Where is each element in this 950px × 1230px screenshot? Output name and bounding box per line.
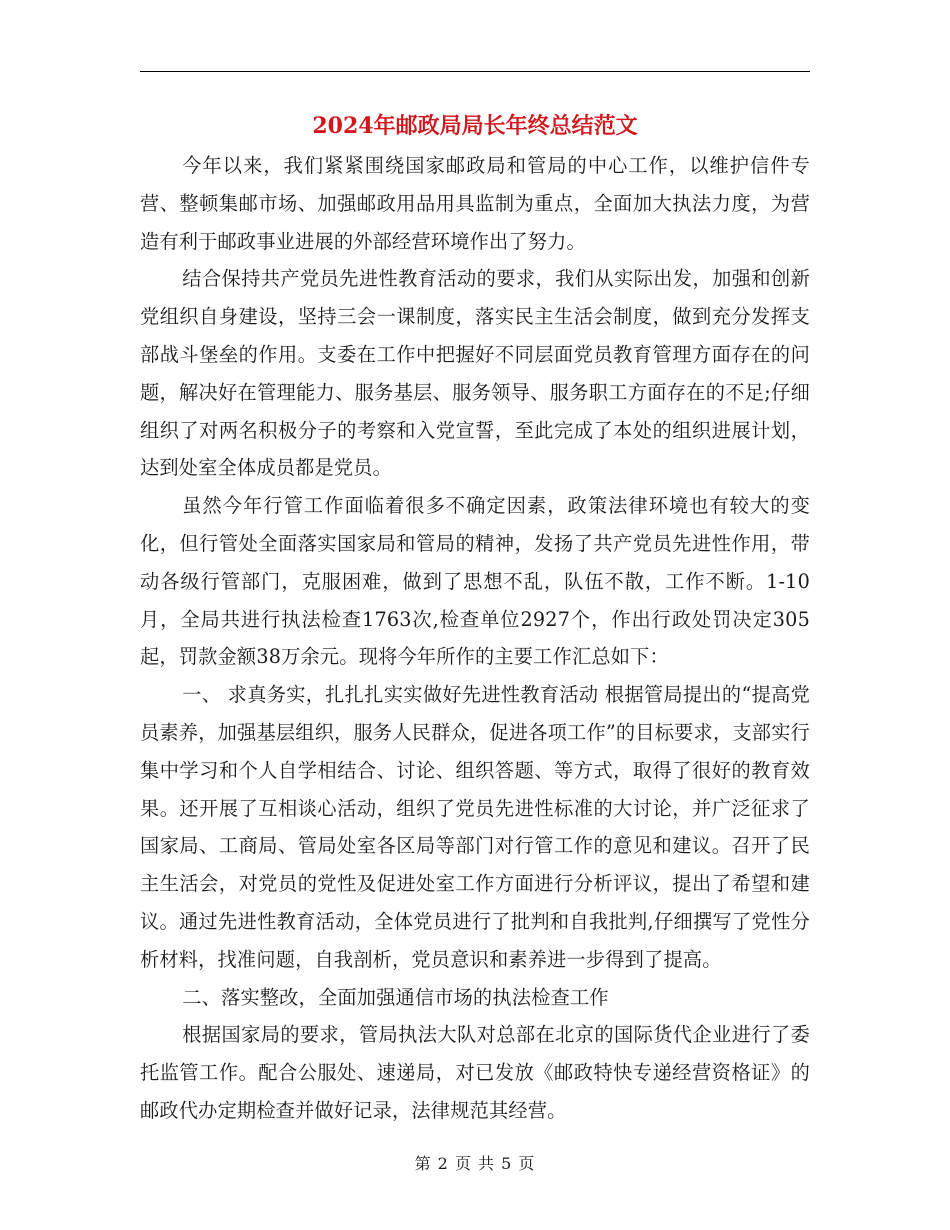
paragraph: 根据国家局的要求，管局执法大队对总部在北京的国际货代企业进行了委托监管工作。配合公服处、速递局，对已发放《邮政特快专递经营资格证》的邮政代办定期检查并做好记录，法律规范其经营。 (140, 1023, 810, 1122)
paragraph: 结合保持共产党员先进性教育活动的要求，我们从实际出发，加强和创新党组织自身建设，坚持三会一课制度，落实民主生活会制度，做到充分发挥支部战斗堡垒的作用。支委在工作中把握好不同层面党员教育管理方面存在的问题，解决好在管理能力、服务基层、服务领导、服务职工方面存在的不足;仔细组织了对两名积极分子的考察和入党宣誓，至此完成了本处的组织进展计划，达到处室全体成员都是党员。 (140, 267, 810, 480)
paragraph: 今年以来，我们紧紧围绕国家邮政局和管局的中心工作，以维护信件专营、整顿集邮市场、加强邮政用品用具监制为重点，全面加大执法力度，为营造有利于邮政事业进展的外部经营环境作出了努力。 (140, 154, 810, 253)
header-rule (140, 71, 810, 72)
paragraph: 虽然今年行管工作面临着很多不确定因素，政策法律环境也有较大的变化，但行管处全面落实国家局和管局的精神，发扬了共产党员先进性作用，带动各级行管部门，克服困难，做到了思想不乱，队伍不散，工作不断。1-10月，全局共进行执法检查1763次,检查单位2927个，作出行政处罚决定305起，罚款金额38万余元。现将今年所作的主要工作汇总如下： (140, 494, 810, 669)
page-footer: 第 2 页 共 5 页 (414, 1154, 536, 1173)
paragraph: 一、 求真务实，扎扎扎实实做好先进性教育活动 根据管局提出的“提高党员素养，加强基层组织，服务人民群众，促进各项工作”的目标要求，支部实行集中学习和个人自学相结合、讨论、组织答题、等方式，取得了很好的教育效果。还开展了互相谈心活动，组织了党员先进性标准的大讨论，并广泛征求了国家局、工商局、管局处室各区局等部门对行管工作的意见和建议。召开了民主生活会，对党员的党性及促进处室工作方面进行分析评议，提出了希望和建议。通过先进性教育活动，全体党员进行了批判和自我批判,仔细撰写了党性分析材料，找准问题，自我剖析，党员意识和素养进一步得到了提高。 (140, 683, 810, 971)
section-heading: 二、落实整改，全面加强通信市场的执法检查工作 (182, 985, 609, 1009)
document-title: 2024年邮政局局长年终总结范文 (312, 113, 638, 139)
document-body (140, 147, 810, 1130)
